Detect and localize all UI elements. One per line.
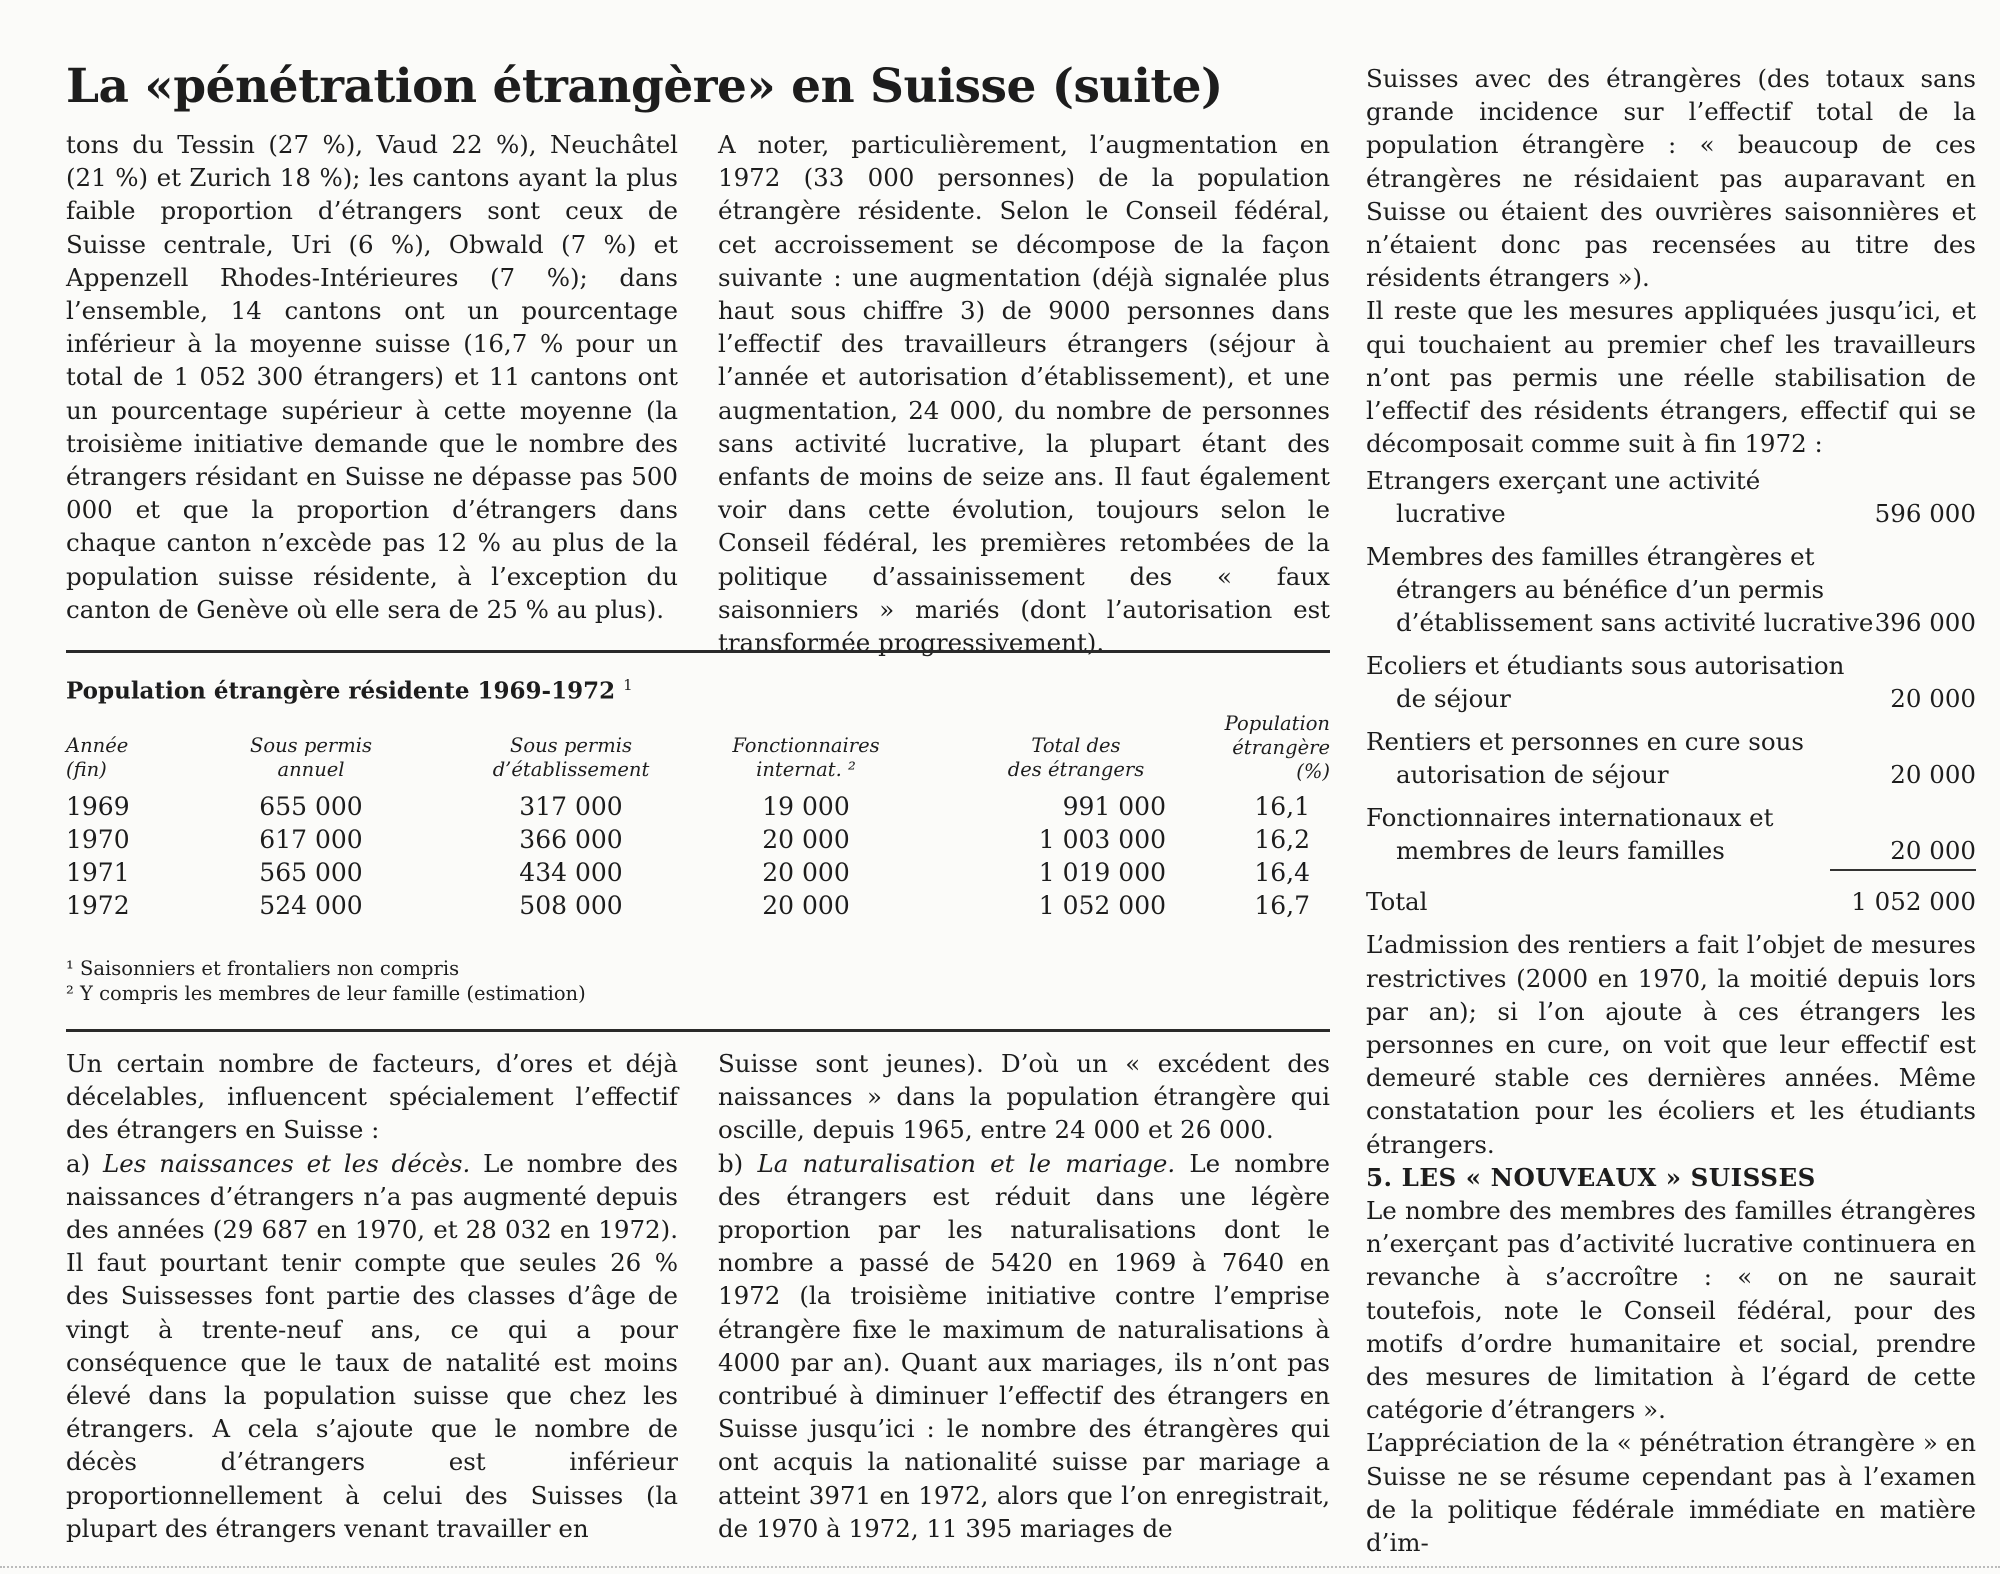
paragraph: Il reste que les mesures appliquées jusqu’ici, et qui touchaient au premier chef les travailleurs n’ont pas permis une réelle stabilisation de l’effectif des résidents étrangers, effectif qui se décomposait comme suit à fin 1972 : [1366, 296, 1976, 459]
column-2-bottom [718, 1047, 1330, 1545]
paragraph: Le nombre des membres des familles étrangères n’exerçant pas d’activité lucrative continuera en revanche à s’accroître : « on ne saurait toutefois, note le Conseil fédéral, pour des motifs d’ordre humanitaire et social, prendre des mesures de limitation à l’égard de cette catégorie d’étrangers ». [1366, 1196, 1976, 1425]
section-heading: 5. LES « NOUVEAUX » SUISSES [1366, 1162, 1816, 1192]
table-footnotes [66, 956, 586, 1006]
list-item-value: 20 000 [1890, 836, 1976, 866]
header-year: Année (fin) [66, 734, 129, 781]
total-rule [1830, 869, 1976, 871]
paragraph: b) La naturalisation et le mariage. Le nombre des étrangers est réduit dans une légère proportion par les naturalisations dont le nombre a passé de 5420 en 1969 à 7640 en 1972 (la troisième initiative contre l’emprise étrangère fixe le maximum de naturalisations à 4000 par an). Quant aux mariages, ils n’ont pas contribué à diminuer l’effectif des étrangers en Suisse jusqu’ici : le nombre des étrangères qui ont acquis la nationalité suisse par mariage a atteint 3971 en 1972, alors que l’on enregistrait, de 1970 à 1972, 11 395 mariages de [718, 1148, 1330, 1543]
header-establishment: Sous permis d’établissement [492, 734, 650, 781]
list-item-value: 20 000 [1890, 760, 1976, 790]
paragraph: L’admission des rentiers a fait l’objet de mesures restrictives (2000 en 1970, la moitié depuis lors par an); si l’on ajoute à ces étrangers les personnes en cure, on voit que leur effectif est demeuré stable ces dernières années. Même constatation pour les écoliers et les étudiants étrangers. [1366, 930, 1976, 1159]
paragraph: Suisse sont jeunes). D’où un « excédent des naissances » dans la population étrangère qui oscille, depuis 1965, entre 24 000 et 26 000. [718, 1049, 1330, 1145]
column-3 [1366, 62, 1976, 1559]
list-item-value: 596 000 [1874, 499, 1976, 529]
list-item: Etrangers exerçant une activité lucrative 596 000 [1366, 466, 1976, 529]
list-item: Fonctionnaires internationaux et membres de leurs familles 20 000 [1366, 803, 1976, 866]
paragraph: Un certain nombre de facteurs, d’ores et déjà décelables, influencent spécialement l’effectif des étrangers en Suisse : [66, 1049, 678, 1145]
page-edge [0, 1566, 2000, 1568]
list-item-value: 20 000 [1890, 684, 1976, 714]
paragraph: Suisses avec des étrangères (des totaux sans grande incidence sur l’effectif total de la population étrangère : « beaucoup de ces étrangères ne résidaient pas auparavant en Suisse ou étaient des ouvrières saisonnières et n’étaient donc pas recensées au titre des résidents étrangers »). [1366, 64, 1976, 293]
table-top-rule [66, 650, 1330, 653]
total-value: 1 052 000 [1851, 887, 1976, 917]
column-2-top [718, 128, 1330, 659]
paragraph: tons du Tessin (27 %), Vaud 22 %), Neuchâtel (21 %) et Zurich 18 %); les cantons ayant la plus faible proportion d’étrangers sont ceux de Suisse centrale, Uri (6 %), Obwald (7 %) et Appenzell Rhodes-Intérieures (7 %); dans l’ensemble, 14 cantons ont un pourcentage inférieur à la moyenne suisse (16,7 % pour un total de 1 052 300 étrangers) et 11 cantons ont un pourcentage supérieur à cette moyenne (la troisième initiative demande que le nombre des étrangers résidant en Suisse ne dépasse pas 500 000 et que la proportion d’étrangers dans chaque canton n’excède pas 12 % au plus de la population suisse résidente, à l’exception du canton de Genève où elle sera de 25 % au plus). [66, 130, 678, 624]
column-1-bottom [66, 1047, 678, 1545]
footnote: ² Y compris les membres de leur famille (estimation) [66, 982, 586, 1005]
table-bottom-rule [66, 1029, 1330, 1032]
header-total: Total des des étrangers [1007, 734, 1145, 781]
paragraph: A noter, particulièrement, l’augmentation en 1972 (33 000 personnes) de la population étrangère résidente. Selon le Conseil fédéral, cet accroissement se décompose de la façon suivante : une augmentation (déjà signalée plus haut sous chiffre 3) de 9000 personnes dans l’effectif des travailleurs étrangers (séjour à l’année et autorisation d’établissement), et une augmentation, 24 000, du nombre de personnes sans activité lucrative, la plupart étant des enfants de moins de seize ans. Il faut également voir dans cette évolution, toujours selon le Conseil fédéral, les premières retombées de la politique d’assainissement des « faux saisonniers » mariés (dont l’autorisation est transformée progressivement). [718, 130, 1330, 658]
paragraph: a) Les naissances et les décès. Le nombre des naissances d’étrangers n’a pas augmenté depuis des années (29 687 en 1970, et 28 032 en 1972). Il faut pourtant tenir compte que seules 26 % des Suissesses font partie des classes d’âge de vingt à trente-neuf ans, ce qui a pour conséquence que le taux de natalité est moins élevé dans la population suisse que chez les étrangers. A cela s’ajoute que le nombre de décès d’étrangers est inférieur proportionnellement à celui des Suisses (la plupart des étrangers venant travailler en [66, 1148, 678, 1543]
header-percentage: Population étrangère (%) [1224, 712, 1330, 783]
footnote: ¹ Saisonniers et frontaliers non compris [66, 957, 460, 980]
list-item-value: 396 000 [1874, 608, 1976, 638]
total-row [1366, 877, 1976, 918]
population-table: Année (fin) Sous permis annuel Sous permis d’établissement Fonctionnaires internat. ² Total des des étrangers Population étrangère (%) 1969 655 000 317 000 19 000 991 000 16,1 1970 617 000 366 000 20 000 1 003 000 16,2 1971 565 000 434 000 20 000 1 019 000 16,4 1972 524 000 508 000 20 000 1 052 000 16,7 [66, 712, 1330, 920]
list-item: Rentiers et personnes en cure sous autorisation de séjour 20 000 [1366, 727, 1976, 790]
paragraph: L’appréciation de la « pénétration étrangère » en Suisse ne se résume cependant pas à l’examen de la politique fédérale immédiate en matière d’im- [1366, 1428, 1976, 1558]
total-label: Total [1366, 887, 1428, 917]
breakdown-list [1366, 464, 1976, 918]
list-item: Membres des familles étrangères et étrangers au bénéfice d’un permis d’établissement sans activité lucrative 396 000 [1366, 542, 1976, 638]
header-international: Fonctionnaires internat. ² [732, 734, 880, 781]
table-title: Population étrangère résidente 1969-1972 $^1$ [66, 676, 633, 705]
list-item: Ecoliers et étudiants sous autorisation de séjour 20 000 [1366, 651, 1976, 714]
footnote-marker: 1 [623, 676, 633, 694]
header-annual: Sous permis annuel [250, 734, 372, 781]
page-title: La «pénétration étrangère» en Suisse (suite) [66, 59, 1223, 114]
column-1-top [66, 128, 678, 626]
